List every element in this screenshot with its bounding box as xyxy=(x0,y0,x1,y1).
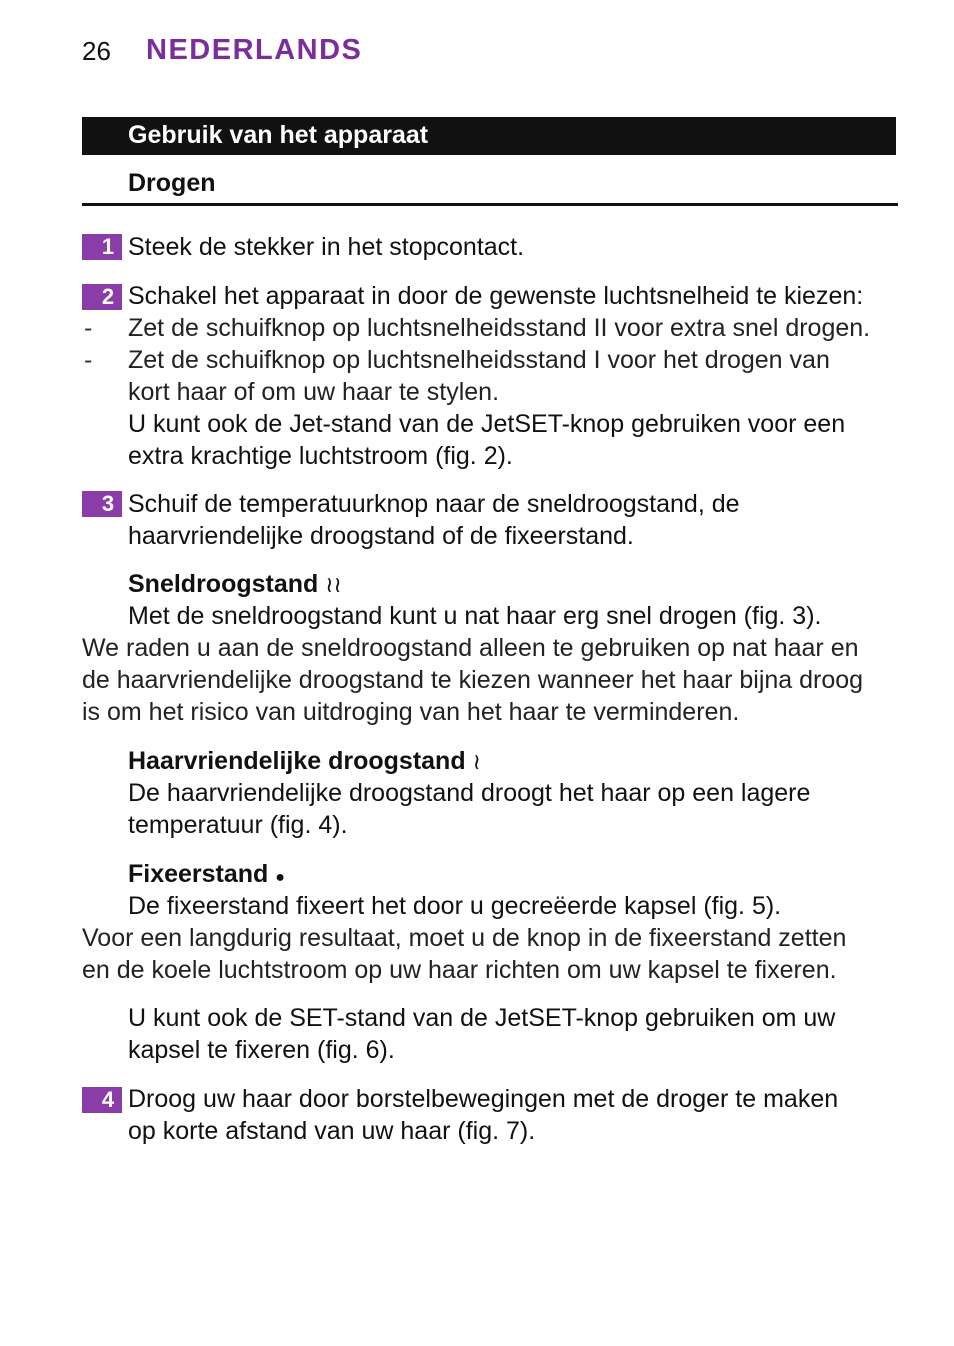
section-title: Gebruik van het apparaat xyxy=(128,121,429,149)
mode-fix-note-line-2: kapsel te fixeren (fig. 6). xyxy=(128,1036,395,1064)
step-1-text: Steek de stekker in het stopcontact. xyxy=(128,233,525,261)
step-4-text-line-2: op korte afstand van uw haar (fig. 7). xyxy=(128,1117,536,1145)
mode-fix-title: Fixeerstand ● xyxy=(128,860,285,888)
step-2-note-line-1: U kunt ook de Jet-stand van de JetSET-knop gebruiken voor een xyxy=(128,410,846,438)
divider xyxy=(82,203,898,206)
mode-gentle-desc-line-2: temperatuur (fig. 4). xyxy=(128,811,348,839)
mode-gentle-title: Haarvriendelijke droogstand ≀ xyxy=(128,747,481,775)
step-2-bullet-1: Zet de schuifknop op luchtsnelheidsstand II voor extra snel drogen. xyxy=(128,314,871,342)
mode-fix-note-line-1: U kunt ook de SET-stand van de JetSET-knop gebruiken om uw xyxy=(128,1004,836,1032)
step-3-text-line-2: haarvriendelijke droogstand of de fixeerstand. xyxy=(128,522,634,550)
step-3-text-line-1: Schuif de temperatuurknop naar de sneldroogstand, de xyxy=(128,490,740,518)
mode-fast-tip-line-1: We raden u aan de sneldroogstand alleen te gebruiken op nat haar en xyxy=(82,634,859,662)
step-2-note-line-2: extra krachtige luchtstroom (fig. 2). xyxy=(128,442,513,470)
mode-gentle-desc-line-1: De haarvriendelijke droogstand droogt het haar op een lagere xyxy=(128,779,811,807)
step-2-text: Schakel het apparaat in door de gewenste luchtsnelheid te kiezen: xyxy=(128,282,864,310)
mode-fast-tip-line-3: is om het risico van uitdroging van het haar te verminderen. xyxy=(82,698,740,726)
step-badge-1: 1 xyxy=(82,234,122,260)
bullet-dash: - xyxy=(84,346,93,374)
step-2-bullet-2-line-1: Zet de schuifknop op luchtsnelheidsstand I voor het drogen van xyxy=(128,346,830,374)
mode-fast-title: Sneldroogstand ≀≀ xyxy=(128,570,342,598)
single-wave-icon: ≀ xyxy=(472,749,481,774)
page-number: 26 xyxy=(82,36,111,66)
subsection-title: Drogen xyxy=(128,169,216,197)
mode-fix-tip-line-1: Voor een langdurig resultaat, moet u de knop in de fixeerstand zetten xyxy=(82,924,847,952)
dot-icon: ● xyxy=(275,869,285,886)
step-badge-3: 3 xyxy=(82,491,122,517)
step-badge-4: 4 xyxy=(82,1087,122,1113)
mode-fast-tip-line-2: de haarvriendelijke droogstand te kiezen wanneer het haar bijna droog xyxy=(82,666,864,694)
step-badge-2: 2 xyxy=(82,284,122,310)
step-2-bullet-2-line-2: kort haar of om uw haar te stylen. xyxy=(128,378,500,406)
double-wave-icon: ≀≀ xyxy=(325,572,342,597)
bullet-dash: - xyxy=(84,314,93,342)
mode-fix-desc: De fixeerstand fixeert het door u gecreëerde kapsel (fig. 5). xyxy=(128,892,782,920)
mode-fast-desc: Met de sneldroogstand kunt u nat haar erg snel drogen (fig. 3). xyxy=(128,602,822,630)
language-heading: NEDERLANDS xyxy=(146,34,363,66)
mode-fix-tip-line-2: en de koele luchtstroom op uw haar richten om uw kapsel te fixeren. xyxy=(82,956,837,984)
step-4-text-line-1: Droog uw haar door borstelbewegingen met de droger te maken xyxy=(128,1085,839,1113)
